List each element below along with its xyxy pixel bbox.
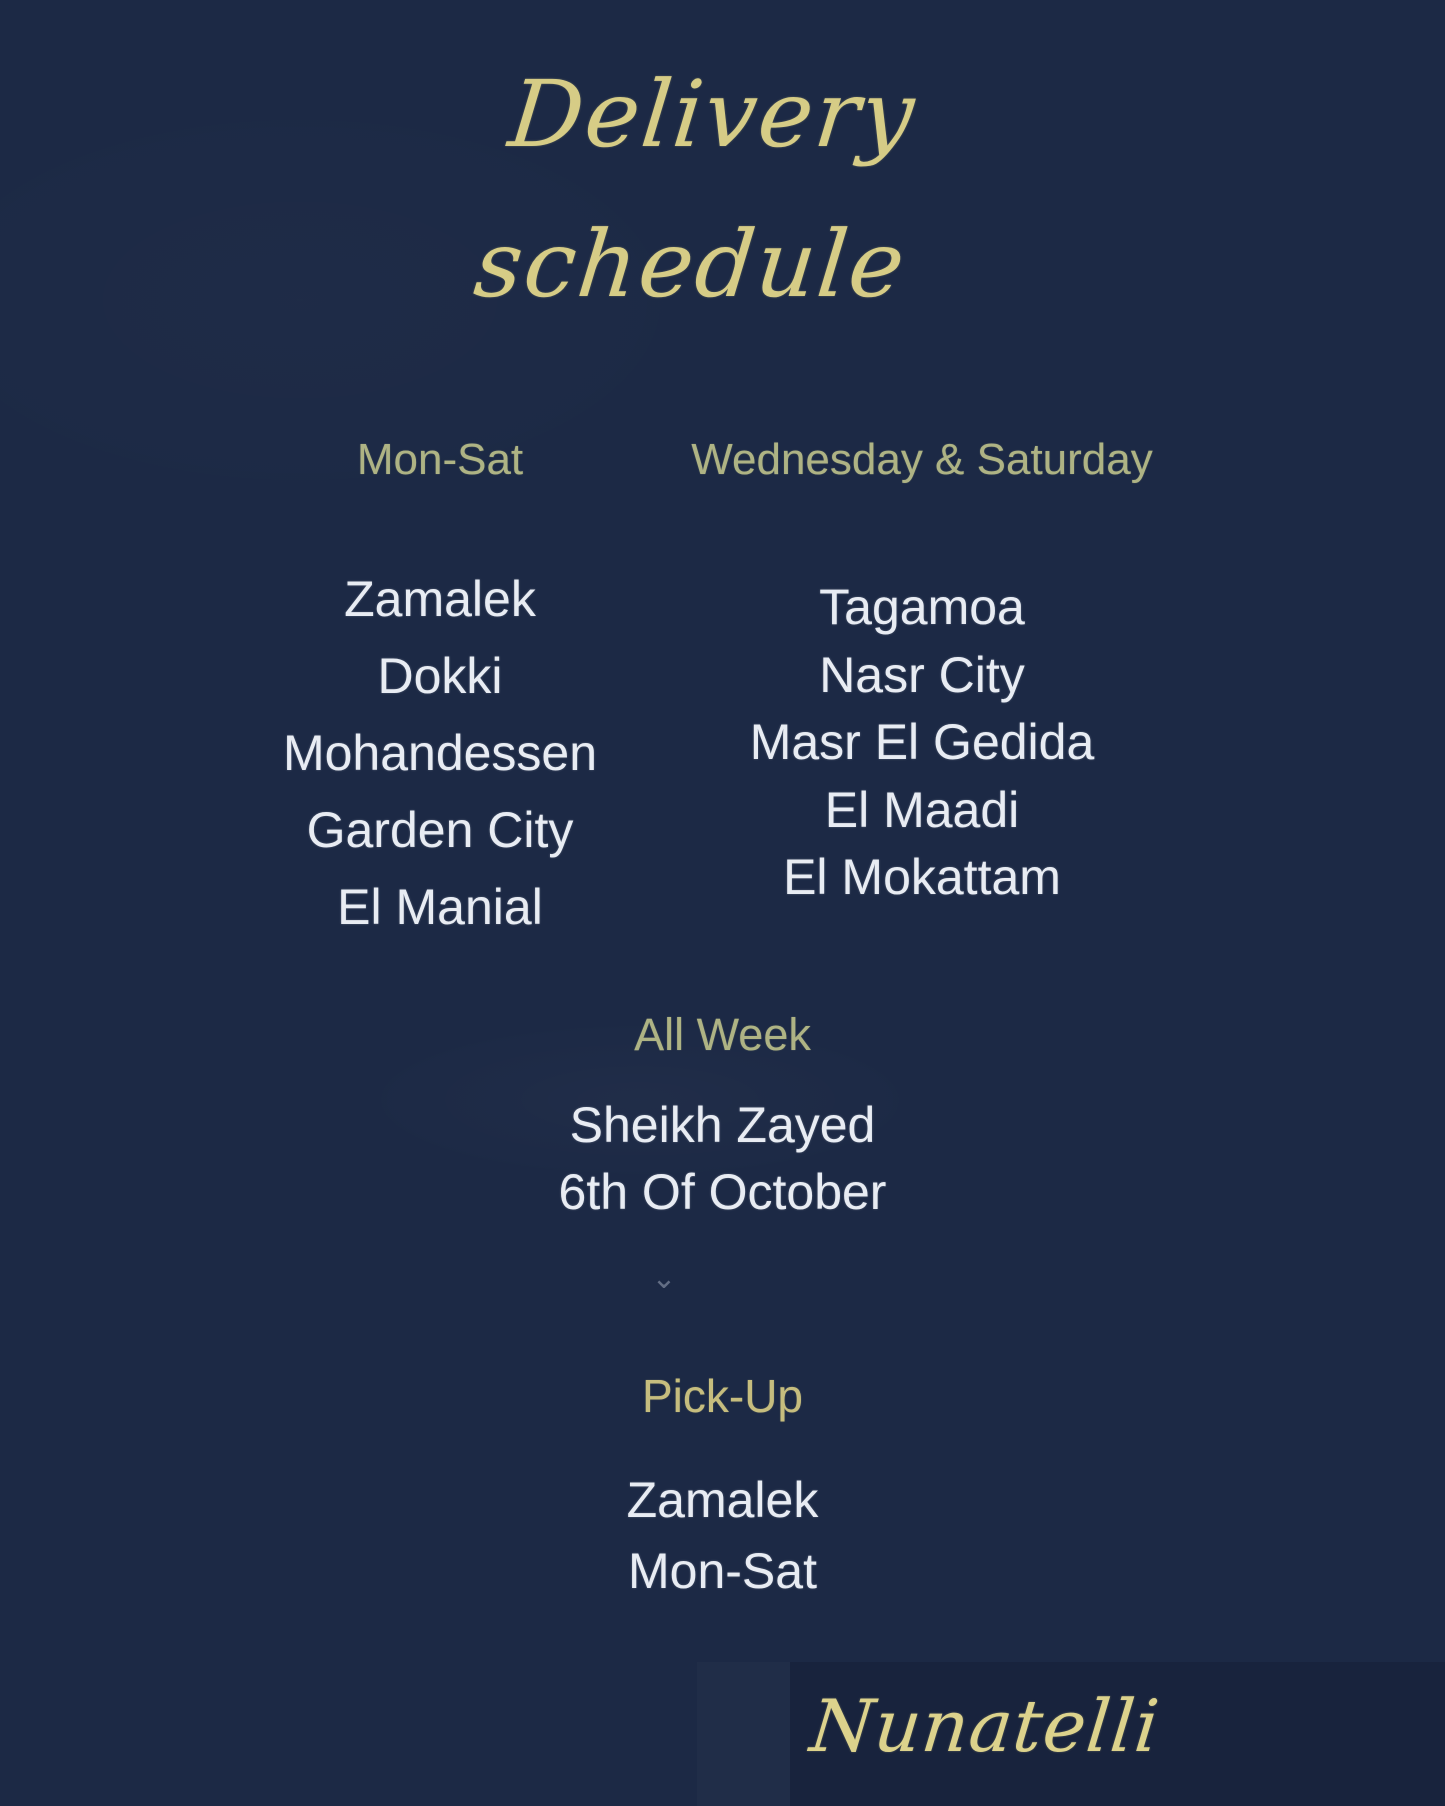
nunatelli-logo: Nunatelli: [806, 1684, 1164, 1768]
area-item: Tagamoa: [819, 579, 1025, 635]
allweek-header: All Week: [634, 1009, 811, 1060]
wedsat-area-list: [672, 574, 1172, 912]
area-item: Masr El Gedida: [749, 714, 1095, 770]
area-item: Dokki: [377, 648, 503, 704]
allweek-area-list: [0, 1092, 1445, 1226]
area-item: Garden City: [306, 802, 574, 858]
monsat-area-list: [190, 561, 690, 946]
area-item: Zamalek: [626, 1472, 819, 1528]
area-item: Mon-Sat: [628, 1543, 817, 1599]
chevron-down-icon: ⌄: [651, 1262, 677, 1295]
area-item: Nasr City: [819, 646, 1025, 703]
pickup-header: Pick-Up: [641, 1370, 804, 1422]
area-item: Zamalek: [344, 571, 536, 627]
area-item: El Mokattam: [783, 849, 1061, 905]
area-item: Sheikh Zayed: [569, 1097, 876, 1153]
poster-title-line1: Delivery: [504, 61, 921, 168]
monsat-header: Mon-Sat: [356, 435, 524, 484]
area-item: Mohandessen: [282, 725, 598, 781]
wedsat-header: Wednesday & Saturday: [691, 435, 1153, 484]
poster-title-line2: schedule: [469, 211, 912, 318]
pickup-area-list: [0, 1465, 1445, 1607]
area-item: 6th Of October: [558, 1164, 887, 1220]
area-item: El Manial: [337, 879, 543, 935]
area-item: El Maadi: [824, 781, 1020, 838]
